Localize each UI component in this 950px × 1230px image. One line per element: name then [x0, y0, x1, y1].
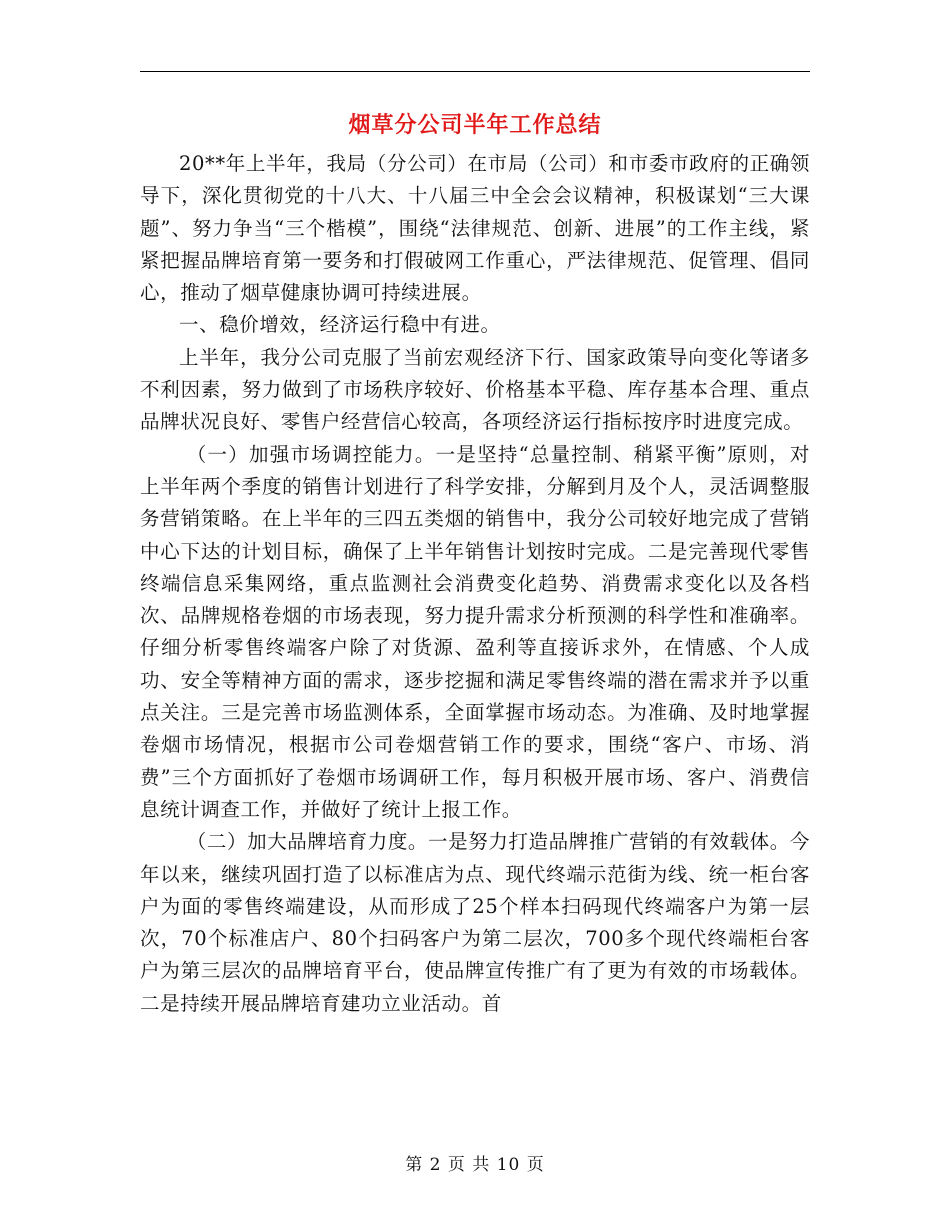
section-heading-1: 一、稳价增效，经济运行稳中有进。 [179, 313, 501, 337]
paragraph-intro: 20**年上半年，我局（分公司）在市局（公司）和市委市政府的正确领导下，深化贯彻党的十八大、十八届三中全会会议精神，积极谋划“三大课题”、努力争当“三个楷模”，围绕“法律规范、创新、进展”的工作主线，紧紧把握品牌培育第一要务和打假破网工作重心，严法律规范、促管理、倡同心，推动了烟草健康协调可持续进展。 [140, 152, 810, 305]
document-body [140, 148, 810, 1020]
document-title: 烟草分公司半年工作总结 [348, 113, 602, 138]
paragraph-brand-cultivation: （二）加大品牌培育力度。一是努力打造品牌推广营销的有效载体。今年以来，继续巩固打造了以标准店为点、现代终端示范街为线、统一柜台客户为面的零售终端建设，从而形成了25个样本扫码现代终端客户为第一层次，70个标准店户、80个扫码客户为第二层次，700多个现代终端柜台客户为第三层次的品牌培育平台，使品牌宣传推广有了更为有效的市场载体。二是持续开展品牌培育建功立业活动。首 [140, 830, 810, 1015]
paragraph-market-control: （一）加强市场调控能力。一是坚持“总量控制、稍紧平衡”原则，对上半年两个季度的销售计划进行了科学安排，分解到月及个人，灵活调整服务营销策略。在上半年的三四五类烟的销售中，我分公司较好地完成了营销中心下达的计划目标，确保了上半年销售计划按时完成。二是完善现代零售终端信息采集网络，重点监测社会消费变化趋势、消费需求变化以及各档次、品牌规格卷烟的市场表现，努力提升需求分析预测的科学性和准确率。仔细分析零售终端客户除了对货源、盈利等直接诉求外，在情感、个人成功、安全等精神方面的需求，逐步挖掘和满足零售终端的潜在需求并予以重点关注。三是完善市场监测体系，全面掌握市场动态。为准确、及时地掌握卷烟市场情况，根据市公司卷烟营销工作的要求，围绕“客户、市场、消费”三个方面抓好了卷烟市场调研工作，每月积极开展市场、客户、消费信息统计调查工作，并做好了统计上报工作。 [140, 442, 810, 821]
paragraph-first-half: 上半年，我分公司克服了当前宏观经济下行、国家政策导向变化等诸多不利因素，努力做到了市场秩序较好、价格基本平稳、库存基本合理、重点品牌状况良好、零售户经营信心较高，各项经济运行指标按序时进度完成。 [140, 345, 810, 434]
header-rule [140, 71, 810, 72]
page-number: 第 2 页 共 10 页 [405, 1155, 545, 1175]
